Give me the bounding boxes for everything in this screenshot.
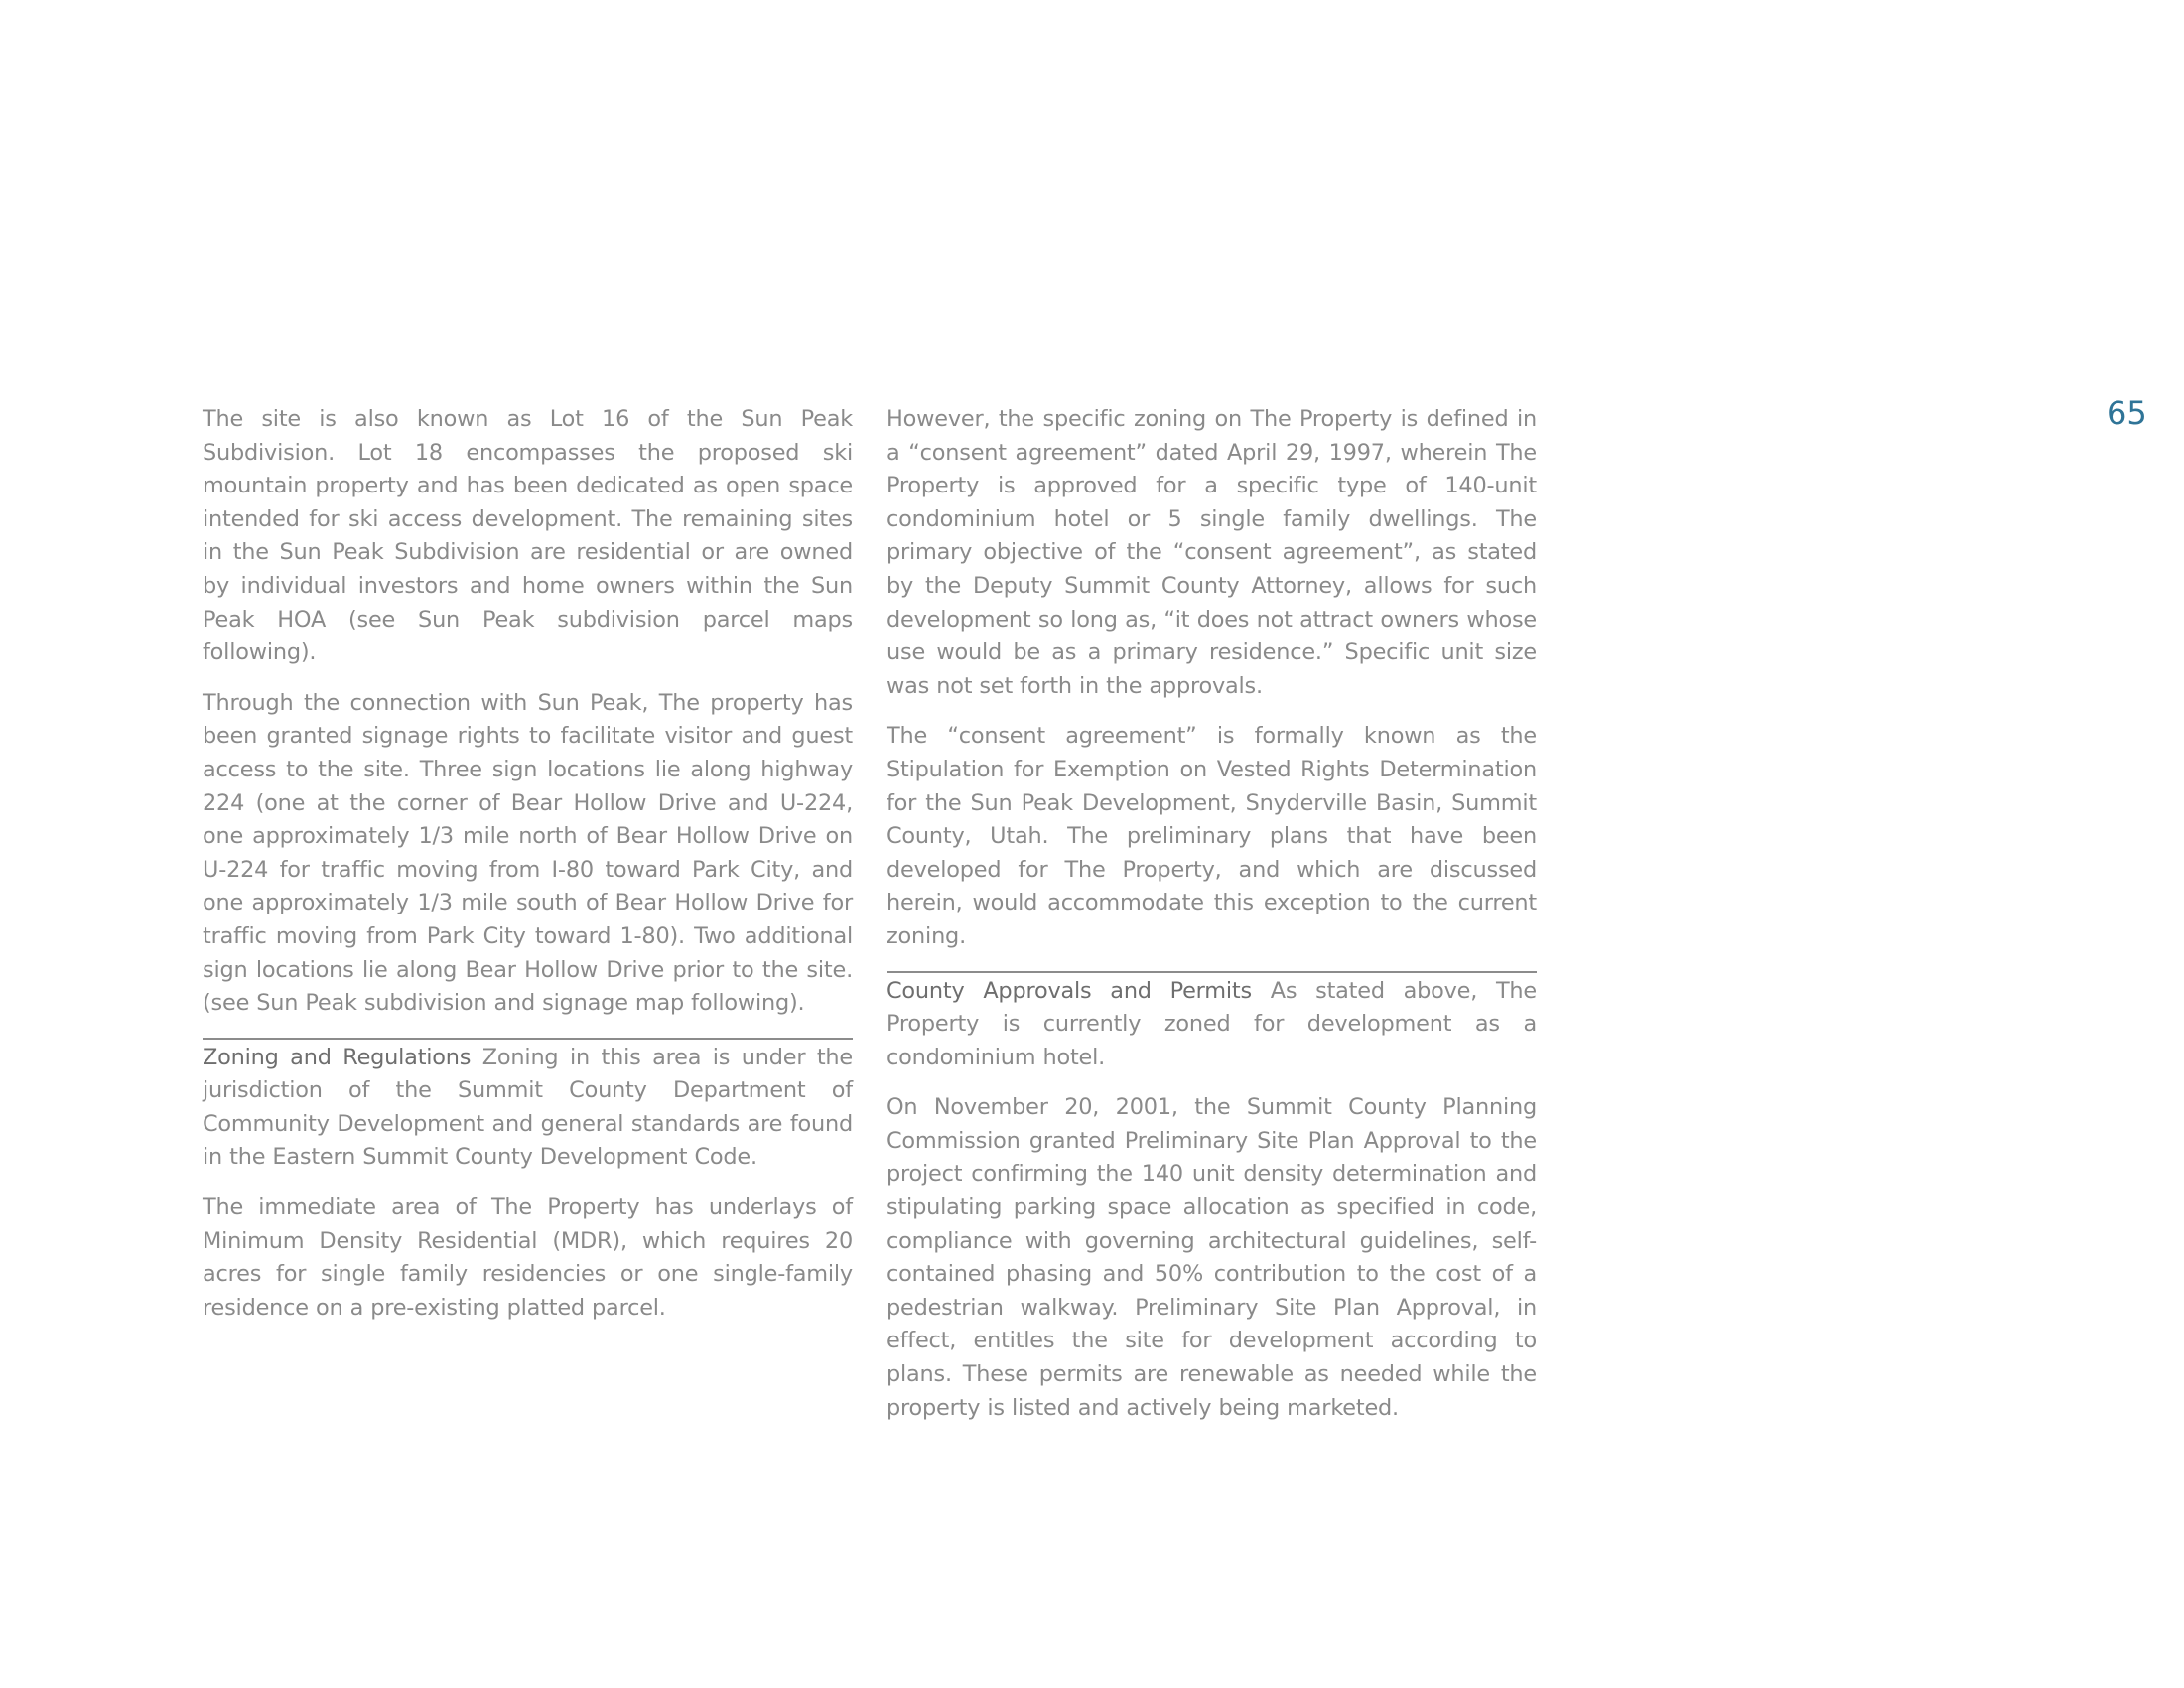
stipulation-paragraph: The “consent agreement” is formally known as the Stipulation for Exemption on Vested Rights Determination for the Sun Peak Development, Snyderville Basin, Summit County, Utah. The preliminary plans that have been developed for The Property, and which are discussed herein, would accommodate this exception to the current zoning. xyxy=(887,723,1537,949)
right-text-column xyxy=(887,403,1537,1442)
left-text-column xyxy=(203,403,853,1341)
county-approvals-heading: County Approvals and Permits xyxy=(887,977,1252,1004)
county-approvals-text: As stated above, The Property is currently zoned for development as a condominium hotel. xyxy=(887,977,1537,1070)
zoning-regulations-paragraph xyxy=(203,1042,853,1175)
page-number: 65 xyxy=(2107,394,2147,432)
section-divider xyxy=(887,971,1537,973)
county-approvals-paragraph xyxy=(887,975,1537,1075)
consent-agreement-paragraph: However, the specific zoning on The Property is defined in a “consent agreement” dated April 29, 1997, wherein The Property is approved for a specific type of 140-unit condominium hotel or 5 single family dwellings. The primary objective of the “consent agreement”, as stated by the Deputy Summit County Attorney, allows for such development so long as, “it does not attract owners whose use would be as a primary residence.” Specific unit size was not set forth in the approvals. xyxy=(887,406,1537,699)
section-divider xyxy=(203,1038,853,1040)
signage-rights-paragraph: Through the connection with Sun Peak, The property has been granted signage rights to facilitate visitor and guest access to the site. Three sign locations lie along highway 224 (one at the corner of Bear Hollow Drive and U-224, one approximately 1/3 mile north of Bear Hollow Drive on U-224 for traffic moving from I-80 toward Park City, and one approximately 1/3 mile south of Bear Hollow Drive for traffic moving from Park City toward 1-80). Two additional sign locations lie along Bear Hollow Drive prior to the site. (see Sun Peak subdivision and signage map following). xyxy=(203,689,853,1017)
site-plan-approval-paragraph: On November 20, 2001, the Summit County Planning Commission granted Preliminary Site Plan Approval to the project confirming the 140 unit density determination and stipulating parking space allocation as specified in code, compliance with governing architectural guidelines, self-contained phasing and 50% contribution to the cost of a pedestrian walkway. Preliminary Site Plan Approval, in effect, entitles the site for development according to plans. These permits are renewable as needed while the property is listed and actively being marketed. xyxy=(887,1094,1537,1421)
zoning-regulations-text: Zoning in this area is under the jurisdiction of the Summit County Department of Community Development and general standards are found in the Eastern Summit County Development Code. xyxy=(203,1044,853,1171)
mdr-underlay-paragraph: The immediate area of The Property has underlays of Minimum Density Residential (MDR), which requires 20 acres for single family residencies or one single-family residence on a pre-existing platted parcel. xyxy=(203,1195,853,1321)
lot-16-paragraph: The site is also known as Lot 16 of the Sun Peak Subdivision. Lot 18 encompasses the proposed ski mountain property and has been dedicated as open space intended for ski access development. The remaining sites in the Sun Peak Subdivision are residential or are owned by individual investors and home owners within the Sun Peak HOA (see Sun Peak subdivision parcel maps following). xyxy=(203,406,853,666)
zoning-regulations-heading: Zoning and Regulations xyxy=(203,1044,472,1070)
